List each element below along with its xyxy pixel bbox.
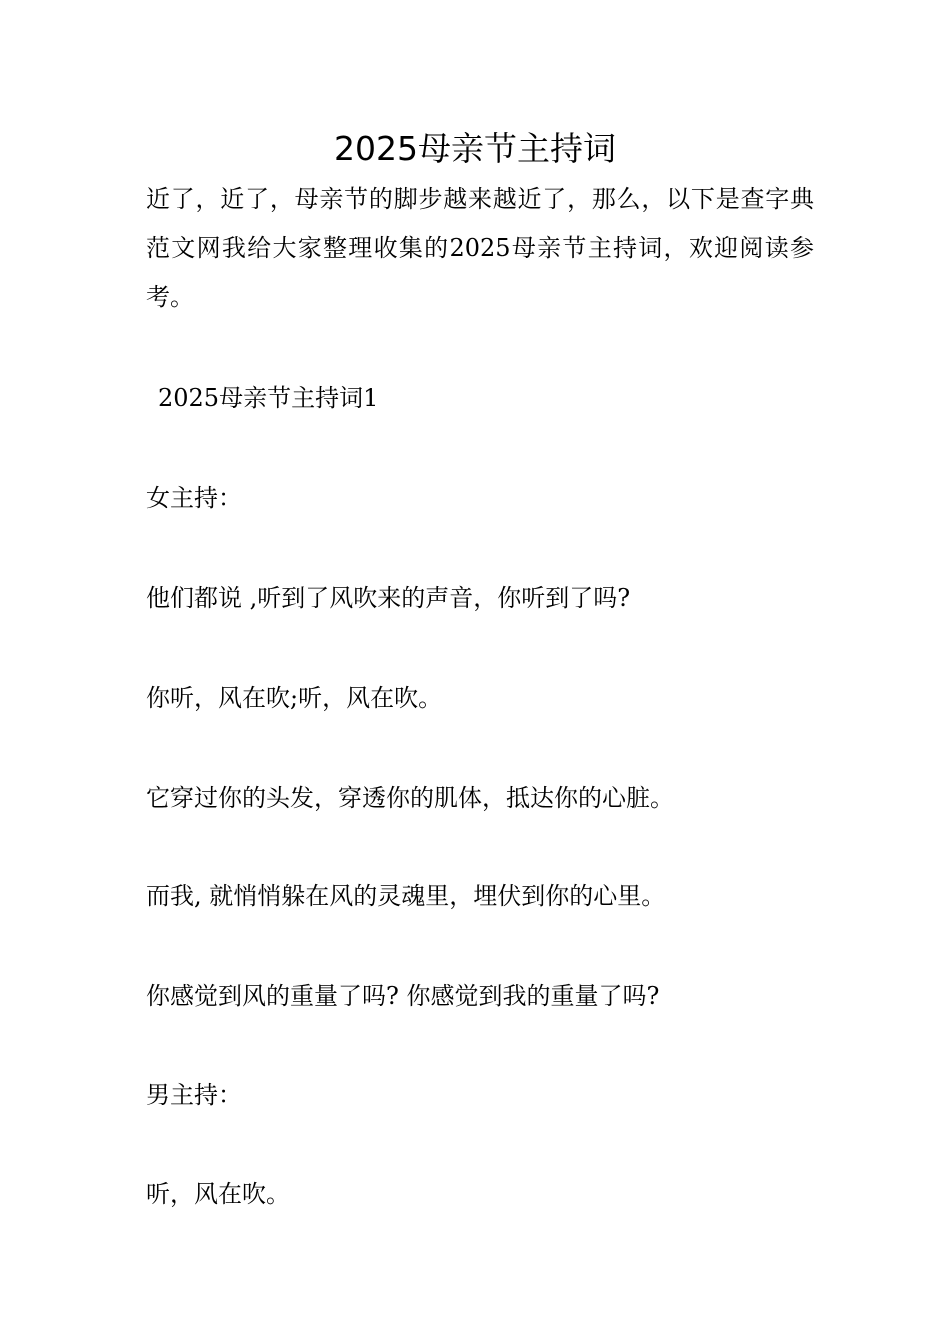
- intro-paragraph: 近了，近了，母亲节的脚步越来越近了，那么，以下是查字典范文网我给大家整理收集的2025母亲节主持词，欢迎阅读参考。: [146, 185, 814, 311]
- dialogue-line: 你听，风在吹;听，风在吹。: [146, 684, 443, 712]
- document-title: 2025母亲节主持词: [334, 129, 616, 168]
- speaker-label-male: 男主持：: [146, 1081, 242, 1109]
- dialogue-line: 它穿过你的头发，穿透你的肌体，抵达你的心脏。: [146, 784, 674, 812]
- dialogue-line: 他们都说 ,听到了风吹来的声音，你听到了吗?: [146, 584, 631, 612]
- speaker-label-female: 女主持：: [146, 484, 242, 512]
- dialogue-line: 听，风在吹。: [146, 1180, 290, 1208]
- dialogue-line: 你感觉到风的重量了吗? 你感觉到我的重量了吗?: [146, 982, 660, 1010]
- section-heading: 2025母亲节主持词1: [158, 384, 379, 412]
- dialogue-line: 而我, 就悄悄躲在风的灵魂里，埋伏到你的心里。: [146, 882, 666, 910]
